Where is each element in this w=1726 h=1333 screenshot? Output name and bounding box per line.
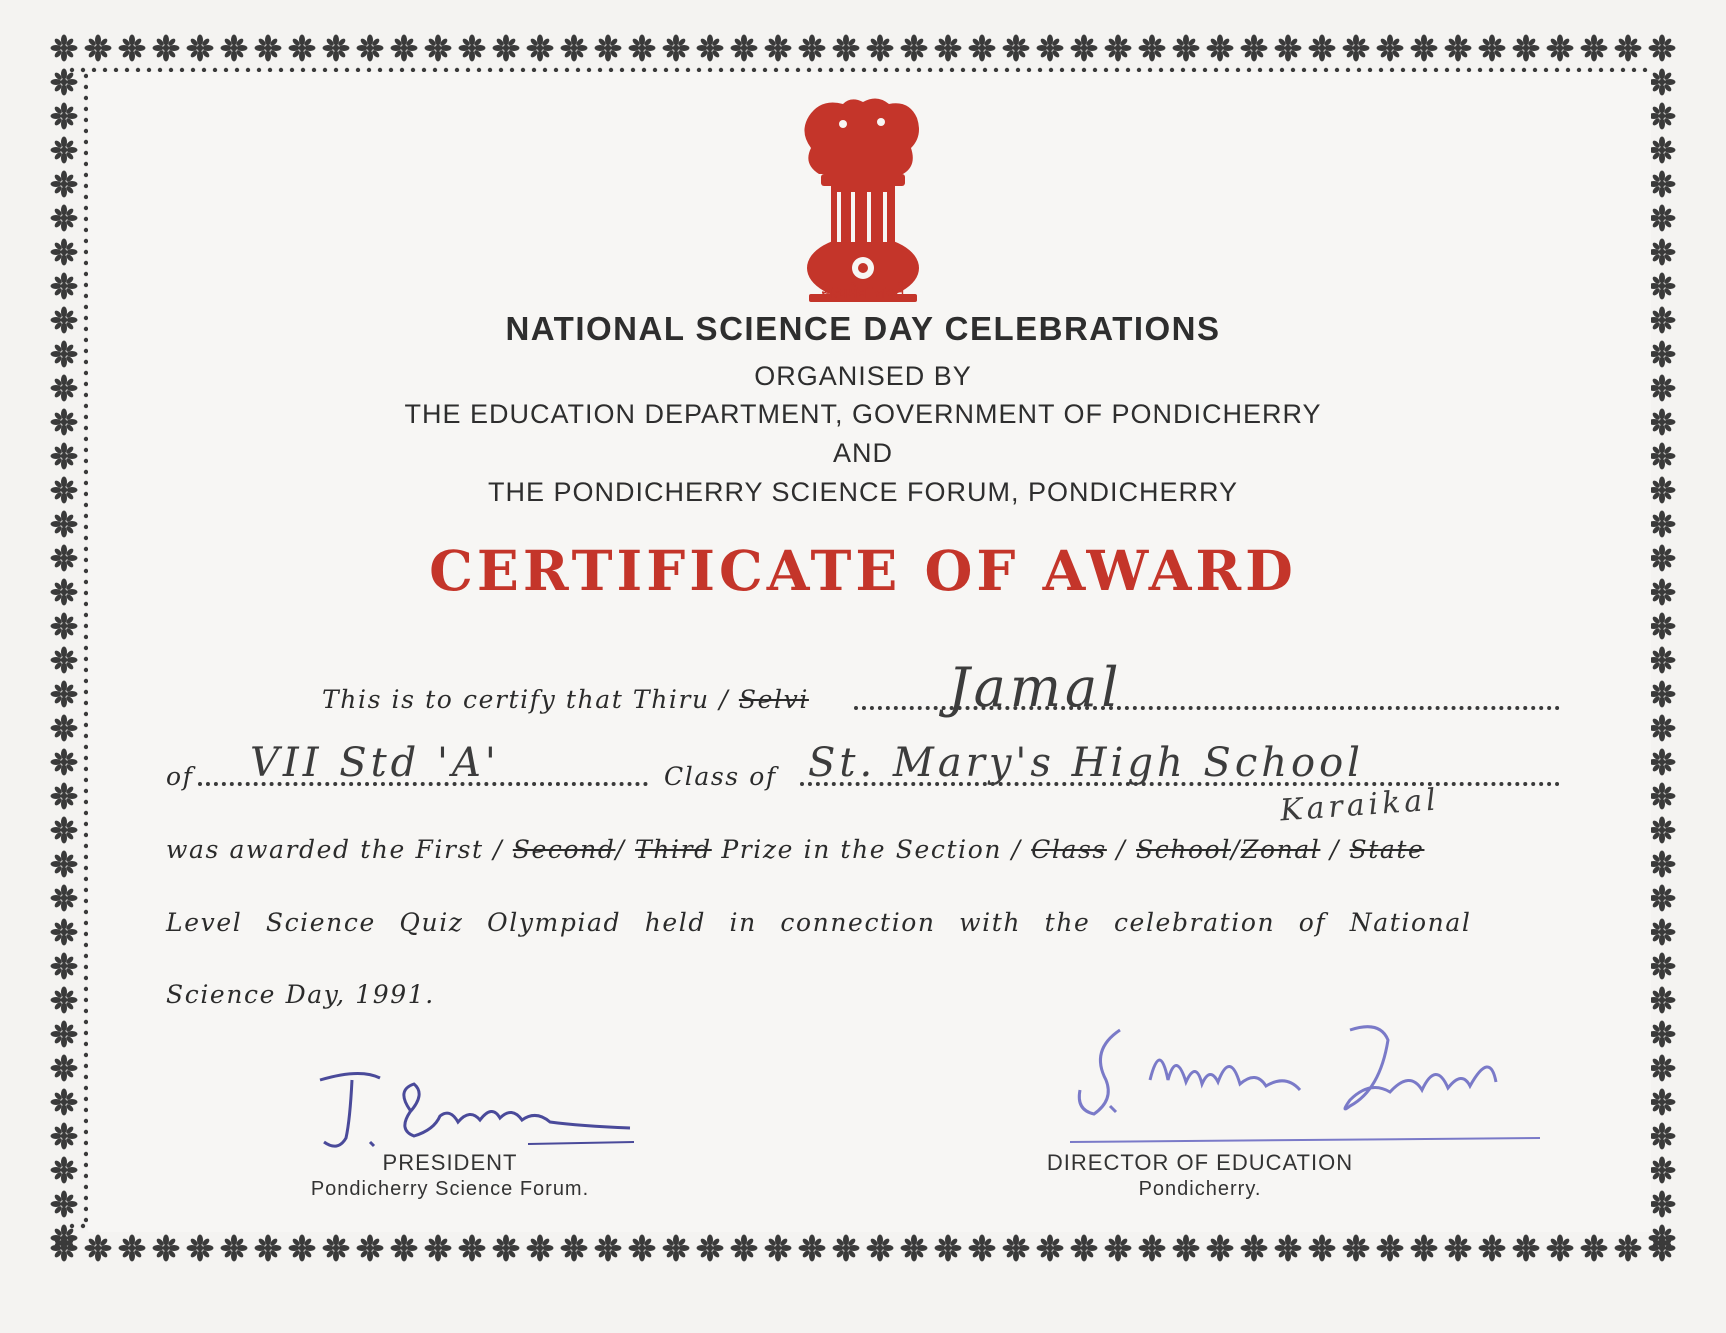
- border-flower-icon: [493, 35, 520, 62]
- border-flower-icon: [51, 783, 78, 810]
- border-flower-icon: [697, 1235, 724, 1262]
- border-flower-icon: [1649, 919, 1676, 946]
- border-flower-icon: [425, 35, 452, 62]
- border-flower-icon: [1649, 749, 1676, 776]
- border-flower-icon: [1003, 1235, 1030, 1262]
- state-emblem-icon: [781, 96, 941, 306]
- border-flower-icon: [1377, 1235, 1404, 1262]
- border-flower-icon: [1479, 1235, 1506, 1262]
- border-flower-icon: [731, 1235, 758, 1262]
- border-flower-icon: [221, 35, 248, 62]
- border-flower-icon: [1207, 1235, 1234, 1262]
- border-flower-icon: [51, 919, 78, 946]
- border-flower-icon: [1241, 35, 1268, 62]
- border-flower-icon: [867, 35, 894, 62]
- struck-second: Second: [512, 835, 616, 864]
- border-flower-icon: [629, 35, 656, 62]
- border-flower-icon: [1547, 1235, 1574, 1262]
- border-flower-icon: [459, 1235, 486, 1262]
- struck-school: School: [1136, 835, 1231, 864]
- border-dot: [70, 1224, 74, 1228]
- separator: /: [1230, 835, 1241, 864]
- border-flower-icon: [51, 1191, 78, 1218]
- border-flower-icon: [1649, 783, 1676, 810]
- border-flower-icon: [1139, 35, 1166, 62]
- border-flower-icon: [1649, 205, 1676, 232]
- border-flower-icon: [153, 35, 180, 62]
- border-flower-icon: [357, 35, 384, 62]
- border-flower-icon: [1241, 1235, 1268, 1262]
- border-flower-icon: [1649, 69, 1676, 96]
- border-flower-icon: [561, 35, 588, 62]
- border-flower-icon: [51, 851, 78, 878]
- border-flower-icon: [1581, 35, 1608, 62]
- border-flower-icon: [391, 35, 418, 62]
- border-flower-icon: [1105, 1235, 1132, 1262]
- border-flower-icon: [51, 953, 78, 980]
- border-flower-icon: [1173, 1235, 1200, 1262]
- border-flower-icon: [1649, 1055, 1676, 1082]
- border-flower-icon: [527, 1235, 554, 1262]
- border-flower-icon: [1275, 35, 1302, 62]
- struck-third: Third: [635, 835, 712, 864]
- border-flower-icon: [833, 35, 860, 62]
- certify-line: [322, 685, 809, 714]
- border-flower-icon: [1649, 715, 1676, 742]
- class-value: VII Std 'A': [250, 740, 500, 786]
- border-flower-icon: [1037, 35, 1064, 62]
- border-flower-icon: [969, 1235, 996, 1262]
- border-flower-icon: [1207, 35, 1234, 62]
- border-flower-icon: [1649, 681, 1676, 708]
- border-flower-icon: [1649, 987, 1676, 1014]
- border-flower-icon: [187, 35, 214, 62]
- of-word: of: [166, 762, 194, 791]
- border-flower-icon: [663, 1235, 690, 1262]
- director-title: DIRECTOR OF EDUCATION: [1046, 1150, 1354, 1175]
- organiser-and-line: AND: [832, 438, 893, 468]
- border-flower-icon: [255, 35, 282, 62]
- border-flower-icon: [901, 35, 928, 62]
- border-flower-icon: [51, 715, 78, 742]
- struck-state: State: [1349, 835, 1425, 864]
- separator: /: [1329, 835, 1340, 864]
- struck-option: Selvi: [738, 685, 809, 714]
- border-flower-icon: [731, 35, 758, 62]
- border-flower-icon: [1649, 1157, 1676, 1184]
- certificate-title: CERTIFICATE OF AWARD: [429, 538, 1297, 603]
- border-flower-icon: [51, 69, 78, 96]
- prize-line-text: was awarded the First /: [166, 835, 504, 864]
- border-flower-icon: [51, 613, 78, 640]
- border-flower-icon: [1649, 817, 1676, 844]
- border-flower-icon: [1649, 239, 1676, 266]
- border-flower-icon: [323, 1235, 350, 1262]
- recipient-name: Jamal: [948, 656, 1123, 719]
- border-flower-icon: [51, 205, 78, 232]
- border-flower-icon: [119, 1235, 146, 1262]
- border-flower-icon: [255, 1235, 282, 1262]
- border-flower-icon: [561, 1235, 588, 1262]
- organiser-line-2: THE PONDICHERRY SCIENCE FORUM, PONDICHERRY: [487, 477, 1239, 507]
- border-flower-icon: [459, 35, 486, 62]
- border-flower-icon: [391, 1235, 418, 1262]
- border-flower-icon: [1343, 1235, 1370, 1262]
- border-flower-icon: [1649, 851, 1676, 878]
- border-flower-icon: [629, 1235, 656, 1262]
- border-flower-icon: [1649, 35, 1676, 62]
- border-flower-icon: [1105, 35, 1132, 62]
- border-flower-icon: [289, 1235, 316, 1262]
- border-flower-icon: [833, 1235, 860, 1262]
- border-flower-icon: [1479, 35, 1506, 62]
- certify-prefix: This is to certify that Thiru /: [322, 685, 730, 714]
- prize-line: [166, 835, 1424, 864]
- border-flower-icon: [527, 35, 554, 62]
- border-flower-icon: [85, 35, 112, 62]
- border-flower-icon: [1445, 35, 1472, 62]
- border-flower-icon: [51, 1157, 78, 1184]
- school-name: St. Mary's High School: [808, 740, 1364, 786]
- border-flower-icon: [357, 1235, 384, 1262]
- border-flower-icon: [1173, 35, 1200, 62]
- border-flower-icon: [1513, 1235, 1540, 1262]
- border-flower-icon: [1411, 35, 1438, 62]
- border-flower-icon: [1547, 35, 1574, 62]
- border-flower-icon: [1649, 511, 1676, 538]
- separator: /: [615, 835, 626, 864]
- border-flower-icon: [663, 35, 690, 62]
- border-flower-icon: [1411, 1235, 1438, 1262]
- border-dot: [70, 68, 74, 72]
- border-flower-icon: [1649, 103, 1676, 130]
- border-flower-icon: [935, 35, 962, 62]
- border-flower-icon: [1649, 647, 1676, 674]
- border-flower-icon: [1343, 35, 1370, 62]
- organiser-line-1: THE EDUCATION DEPARTMENT, GOVERNMENT OF PONDICHERRY: [404, 399, 1322, 429]
- border-flower-icon: [1649, 137, 1676, 164]
- border-flower-icon: [1309, 1235, 1336, 1262]
- border-flower-icon: [867, 1235, 894, 1262]
- border-flower-icon: [51, 1089, 78, 1116]
- border-flower-icon: [1649, 1191, 1676, 1218]
- border-flower-icon: [1649, 613, 1676, 640]
- border-flower-icon: [1513, 35, 1540, 62]
- olympiad-line: Level Science Quiz Olympiad held in connection with the celebration of National: [166, 908, 1472, 937]
- border-flower-icon: [765, 35, 792, 62]
- border-flower-icon: [51, 885, 78, 912]
- border-flower-icon: [1445, 1235, 1472, 1262]
- border-flower-icon: [51, 1123, 78, 1150]
- president-org: Pondicherry Science Forum.: [310, 1178, 590, 1200]
- border-flower-icon: [799, 35, 826, 62]
- director-signature: [1050, 1010, 1550, 1160]
- border-flower-icon: [1071, 1235, 1098, 1262]
- border-flower-icon: [1649, 953, 1676, 980]
- class-of-label: Class of: [664, 762, 777, 791]
- border-dot: [81, 68, 85, 72]
- science-day-line: Science Day, 1991.: [166, 980, 435, 1009]
- border-flower-icon: [1649, 1123, 1676, 1150]
- director-org: Pondicherry.: [1138, 1178, 1262, 1200]
- border-flower-icon: [51, 1021, 78, 1048]
- separator: /: [1116, 835, 1127, 864]
- organised-by-line: ORGANISED BY: [754, 361, 972, 391]
- border-flower-icon: [51, 239, 78, 266]
- emblem-motto: सत्यमेव जयते: [821, 283, 905, 303]
- border-flower-icon: [1275, 1235, 1302, 1262]
- border-flower-icon: [51, 35, 78, 62]
- border-flower-icon: [289, 35, 316, 62]
- border-flower-icon: [425, 1235, 452, 1262]
- border-flower-icon: [221, 1235, 248, 1262]
- border-flower-icon: [51, 137, 78, 164]
- school-location: Karaikal: [1278, 782, 1441, 829]
- border-flower-icon: [1615, 35, 1642, 62]
- border-flower-icon: [595, 35, 622, 62]
- border-flower-icon: [1139, 1235, 1166, 1262]
- border-flower-icon: [1649, 885, 1676, 912]
- president-title: PRESIDENT: [382, 1150, 518, 1175]
- border-flower-icon: [85, 1235, 112, 1262]
- border-flower-icon: [51, 511, 78, 538]
- border-flower-icon: [323, 35, 350, 62]
- border-flower-icon: [187, 1235, 214, 1262]
- border-flower-icon: [51, 749, 78, 776]
- struck-class: Class: [1031, 835, 1107, 864]
- border-flower-icon: [51, 817, 78, 844]
- border-flower-icon: [51, 103, 78, 130]
- border-flower-icon: [51, 681, 78, 708]
- event-title: NATIONAL SCIENCE DAY CELEBRATIONS: [505, 310, 1221, 347]
- border-flower-icon: [1581, 1235, 1608, 1262]
- border-flower-icon: [51, 647, 78, 674]
- border-flower-icon: [1649, 171, 1676, 198]
- border-dot: [81, 1224, 85, 1228]
- border-flower-icon: [493, 1235, 520, 1262]
- border-flower-icon: [765, 1235, 792, 1262]
- border-flower-icon: [1071, 35, 1098, 62]
- border-flower-icon: [1037, 1235, 1064, 1262]
- border-flower-icon: [595, 1235, 622, 1262]
- border-flower-icon: [697, 35, 724, 62]
- border-flower-icon: [153, 1235, 180, 1262]
- border-flower-icon: [1003, 35, 1030, 62]
- border-flower-icon: [969, 35, 996, 62]
- border-flower-icon: [1649, 1089, 1676, 1116]
- border-flower-icon: [1377, 35, 1404, 62]
- border-flower-icon: [51, 1055, 78, 1082]
- border-flower-icon: [1309, 35, 1336, 62]
- border-flower-icon: [901, 1235, 928, 1262]
- border-flower-icon: [935, 1235, 962, 1262]
- border-flower-icon: [1615, 1235, 1642, 1262]
- border-flower-icon: [51, 987, 78, 1014]
- struck-zonal: Zonal: [1240, 835, 1321, 864]
- section-text: Prize in the Section /: [721, 835, 1022, 864]
- border-flower-icon: [799, 1235, 826, 1262]
- border-flower-icon: [119, 35, 146, 62]
- border-flower-icon: [1649, 1021, 1676, 1048]
- border-flower-icon: [51, 171, 78, 198]
